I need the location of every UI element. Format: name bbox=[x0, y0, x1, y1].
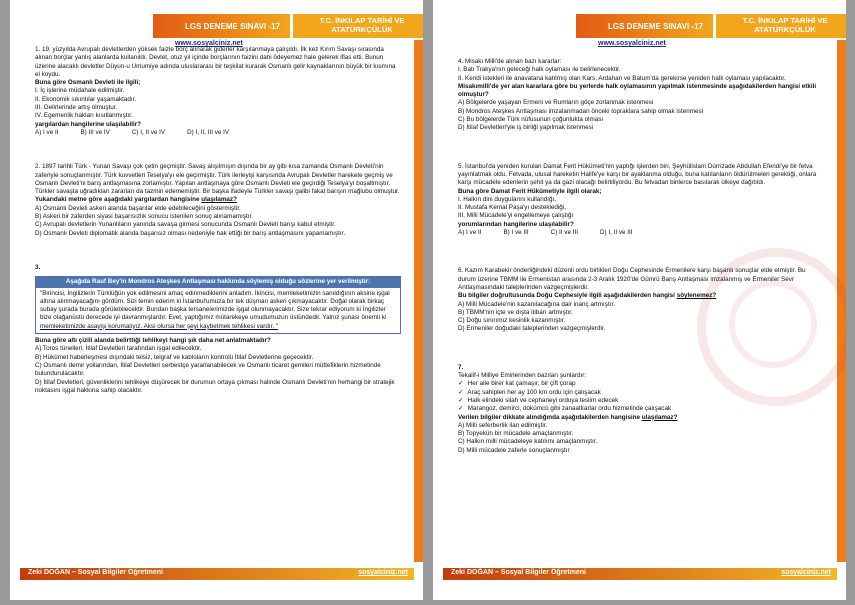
option[interactable]: A) Toros tünelleri, İtilaf Devletleri tarafından işgal edilecektir. bbox=[35, 345, 202, 353]
q5-item: I. Halkın dini duygularını kullandığı, bbox=[458, 195, 557, 203]
option[interactable]: D) I, II, III ve IV bbox=[187, 128, 230, 136]
q7-item-text: Marangoz, demirci, dökümcü gibi zanaatkarlar ordu hizmetinde çalışacak bbox=[467, 405, 672, 413]
q1-item: III. Gelirlerinde artış olmuştur. bbox=[35, 104, 118, 112]
q7-item bbox=[458, 397, 824, 405]
option[interactable]: C) II ve III bbox=[550, 229, 578, 237]
question-5 bbox=[458, 163, 824, 238]
q7-item-text: Halk elindeki silah ve cephaneyi orduya teslim edecek bbox=[467, 396, 619, 404]
side-stripe bbox=[414, 40, 423, 562]
question-6 bbox=[458, 267, 824, 333]
q6-text: 6. Kazım Karabekir önderliğindeki düzenli ordu birlikleri Doğu Cephesinde Ermenilere karşı başarılı sonuçlar elde etmiştir. Bu durum üzerine TBMM ile Ermenistan arasında 2-3 Aralık 1920'de Gümrü Barış Antlaşması imzalanmış ve Ermeniler Sevr Antlaşmasındaki taleplerinden vazgeçmişlerdir. bbox=[458, 267, 806, 291]
option[interactable]: D) İtilaf Devletleri'yle iş birliği yapılmak istenmesi bbox=[458, 124, 594, 132]
q1-item: II. Ekonomik sıkıntılar yaşamaktadır. bbox=[35, 95, 137, 103]
q6-question bbox=[458, 292, 824, 300]
option[interactable]: B) Hükümet haberleşmesi dışındaki telsiz, telgraf ve kabloların kontrolü İtilaf Devletlerine geçecektir. bbox=[35, 353, 314, 361]
q7-item bbox=[458, 405, 824, 413]
check-icon: ✓ bbox=[458, 388, 464, 396]
option[interactable]: C) Halkın milli mücadeleye katılımı amaçlanmıştır. bbox=[458, 438, 598, 446]
footer-author: Zeki DOĞAN – Sosyal Bilgiler Öğretmeni bbox=[451, 569, 586, 576]
option[interactable]: B) I ve III bbox=[503, 229, 529, 237]
option[interactable]: B) TBMM'nin içte ve dışta itibarı artmıştır. bbox=[458, 308, 573, 316]
q2-text: 2. 1897 tarihli Türk - Yunan Savaşı çok çetin geçmiştir. Savaş alışılmışın dışında bir ay gibi kısa zamanda Osmanlı Devleti'nin zaferiyle sonuçlanmıştır. Türk kuvvetleri Teselya'yı ele geçirmiştir. Türk ilerleyişi karşısında Avrupalı Devletler harekete geçmiş ve Osmanlı Devleti'ni barış antlaşmasına zorlamıştır. Yapılan antlaşmaya göre Osmanlı Devleti ele geçirdiği Teselya'yı boşaltmıştır. Türkler savaşta uğradıkları zararları da tazmin edememiştir. Bir başka ifadeyle Türkler savaşı galibi fakat barışın mağlubu olmuştur. bbox=[35, 163, 400, 196]
q7-question-end: ulaşılamaz? bbox=[641, 413, 678, 421]
option[interactable]: C) Osmanlı demir yollarından, İtilaf Devletleri serbestçe yararlanabilecek ve Osmanlı ticaret gemileri müttefiklerin hizmetinde bulundurulacaktır. bbox=[35, 361, 381, 378]
option[interactable]: D) İtilaf Devletleri, güvenliklerini tehlikeye düşürecek bir durumun ortaya çıkması halinde Osmanlı Devleti'nin herhangi bir stratejik noktasını işgal hakkına sahip olacaktır. bbox=[35, 378, 395, 394]
q2-question-start: Yukarıdaki metne göre aşağıdaki yargılardan hangisine bbox=[35, 196, 202, 204]
q5-text: 5. İstanbul'da yeniden kurulan Damat Ferit Hükümeti'nin yaptığı işlerden biri, Şeyhülislam Dürrizade Abdullah Efendi'ye bir fetva yayınlatmak oldu. Fetvada, ulusal hareketin Halife'ye karşı bir ayaklanma olduğu, buna katılanların öldürülmeleri gerektiği, onlara karşı mücadele edenlerin şehit ya da gazi olacağı belirtiliyordu. Bu fetvadan binlerce basılarak ülkeye dağıtıldı. bbox=[458, 162, 817, 187]
quote-box-title: Aşağıda Rauf Bey'in Mondros Ateşkes Antlaşması hakkında söylemiş olduğu sözlerine yer verilmiştir: bbox=[36, 277, 400, 287]
question-2 bbox=[35, 163, 401, 238]
q2-question-end: ulaşılamaz? bbox=[201, 196, 237, 204]
q6-question-end: söylenemez? bbox=[676, 292, 717, 300]
q3-question: Buna göre altı çizili alanda belirttiği tehlikeyi hangi şık daha net anlatmaktadır? bbox=[35, 337, 271, 345]
site-url[interactable]: www.sosyalciniz.net bbox=[175, 40, 243, 47]
q7-question-start: Verilen bilgiler dikkate alındığında aşağıdakilerden hangisine bbox=[458, 413, 642, 421]
option[interactable]: A) Bölgelerde yaşayan Ermeni ve Rumların göçe zorlanmak istenmesi bbox=[458, 99, 654, 107]
q1-item: IV. Egemenlik hakları kısıtlanmıştır. bbox=[35, 112, 133, 120]
option[interactable]: B) Askeri bir zaferden siyasi başarısızlık sonucu istenilen sonuç alınamamıştır. bbox=[35, 213, 254, 221]
option[interactable]: D) I, II ve III bbox=[599, 229, 633, 237]
question-3 bbox=[35, 264, 401, 395]
q5-question: yorumlarından hangilerine ulaşılabilir? bbox=[458, 220, 574, 228]
footer-bar bbox=[20, 568, 414, 580]
option[interactable]: D) Milli mücadele zaferle sonuçlanmıştır bbox=[458, 446, 570, 454]
option[interactable]: D) Ermeniler doğudaki taleplerinden vazgeçmişlerdir. bbox=[458, 325, 606, 333]
q1-stem: Buna göre Osmanlı Devleti ile ilgili; bbox=[35, 79, 141, 87]
option[interactable]: A) I ve II bbox=[458, 229, 482, 237]
option[interactable]: C) Doğu sınırımız kesinlik kazanmıştır. bbox=[458, 317, 566, 325]
option[interactable]: D) Osmanlı Devleti diplomatik alanda başarısız olması nedeniyle hak ettiği bir barış antlaşmasını yapamamıştır. bbox=[35, 229, 346, 237]
option[interactable]: A) Milli seferberlik ilan edilmiştir. bbox=[458, 421, 548, 429]
footer-author: Zeki DOĞAN – Sosyal Bilgiler Öğretmeni bbox=[28, 569, 163, 576]
column-content bbox=[458, 58, 824, 455]
q4-item: I. Batı Trakya'nın geleceği halk oylaması ile belirlenecektir. bbox=[458, 66, 621, 74]
option[interactable]: B) Topyekün bir mücadele amaçlanmıştır. bbox=[458, 430, 574, 438]
q7-item-text: Araç sahipleri her ay 100 km ordu için çalışacak bbox=[467, 388, 601, 396]
q4-text: 4. Misakı Milli'de alınan bazı kararlar: bbox=[458, 58, 562, 65]
q7-item-text: Her aile birer kat çamaşır, bir çift çorap bbox=[467, 380, 576, 388]
option[interactable]: C) I, II ve IV bbox=[131, 128, 166, 136]
q7-intro: Tekalif-i Milliye Emirlerinden bazıları şunlardır: bbox=[458, 372, 587, 380]
option[interactable]: A) Milli Mücadele'nin kazanılacağına dair inanç artmıştır. bbox=[458, 300, 615, 308]
q7-number: 7. bbox=[458, 363, 464, 371]
q5-item: II. Mustafa Kemal Paşa'yı desteklediği, bbox=[458, 204, 566, 212]
subject-title: T.C. İNKILAP TARİHİ VE ATATÜRKÇÜLÜK bbox=[319, 16, 405, 34]
question-1 bbox=[35, 46, 401, 137]
question-7 bbox=[458, 364, 824, 455]
subject-title: T.C. İNKILAP TARİHİ VE ATATÜRKÇÜLÜK bbox=[742, 16, 828, 34]
q4-item: II. Kendi istekleri ile anavatana katılmış olan Kars, Ardahan ve Batum'da gerekirse yeniden halk oylaması yapılacaktır. bbox=[458, 74, 786, 82]
q1-text: 1. 19. yüzyılda Avrupalı devletlerden yüksek faizle borç alınarak giderler karşılanmaya çalışıldı. İlk kez Kırım Savaşı sırasında alınan borçlar yanlış alanlarda kullanıldı. Devlet, otuz yıl içinde borçlarının faizini dahi ödeyemez hale gelerek iflas etti. Bunun üzerine alacaklı devletler Düyun-u Umumiye adında uluslararası bir teşkilat kurarak Osmanlı gelir kaynaklarının büyük bir kısmına el koydu. bbox=[35, 46, 396, 78]
check-icon: ✓ bbox=[458, 380, 464, 388]
footer-site-link[interactable]: sosyalciniz.net bbox=[358, 569, 408, 576]
option[interactable]: A) I ve II bbox=[35, 128, 59, 136]
q5-item: III. Milli Mücadele'yi engellemeye çalıştığı bbox=[458, 212, 574, 220]
q3-number: 3. bbox=[35, 263, 41, 271]
q7-question bbox=[458, 414, 824, 422]
q1-question: yargılardan hangilerine ulaşılabilir? bbox=[35, 120, 142, 128]
site-url[interactable]: www.sosyalciniz.net bbox=[598, 40, 666, 47]
footer-site-link[interactable]: sosyalciniz.net bbox=[781, 569, 831, 576]
footer-bar bbox=[443, 568, 837, 580]
q1-options bbox=[35, 129, 401, 137]
q1-item: I. İç işlerine müdahale edilmiştir. bbox=[35, 87, 125, 95]
option[interactable]: C) Avrupalı devletlerin Yunanlıların yanında savaşa girmesi sonucunda Osmanlı Devleti barışı kabul etmiştir. bbox=[35, 221, 336, 229]
quote-text: "Birincisi, İngilizlerin Türklüğün yok edilmesini amaç edinmediklerini anladım. İkincisi, memleketimizin sanıldığının aksine işgal altına alınmayacağını gördüm. Sizi temin ederim ki İstanbul'umuza bir tek düşman askeri çıkmayacaktır. Doğal olarak birkaç subay şurada burada görülebilecektir. Bundan başka tersanelerimizde işgal olunmayacaktır. Size tekrar ediyorum ki İngilizler bize olağanüstü derecede iyi davranmışlardır. Evet, yaptığımız mütarekeye umudumuzun üstündedir. Yalnız şunası önemli ki bbox=[40, 289, 390, 322]
column-content bbox=[35, 46, 401, 395]
option[interactable]: B) Mondros Ateşkes Antlaşması imzalanmadan önceki topraklara sahip olmak istenmesi bbox=[458, 107, 703, 115]
page-left bbox=[10, 0, 423, 600]
q5-stem: Buna göre Damat Ferit Hükümetiyle ilgili olarak; bbox=[458, 187, 602, 195]
q6-question-start: Bu bilgiler doğrultusunda Doğu Cephesiyle ilgili aşağıdakilerden hangisi bbox=[458, 292, 677, 300]
page-right bbox=[433, 0, 846, 600]
q5-options bbox=[458, 229, 824, 237]
q2-question bbox=[35, 196, 401, 204]
option[interactable]: A) Osmanlı Devleti askeri alanda başarılar elde edebileceğini göstermiştir. bbox=[35, 204, 241, 212]
option[interactable]: B) III ve IV bbox=[80, 128, 110, 136]
question-4 bbox=[458, 58, 824, 133]
q7-item bbox=[458, 389, 824, 397]
check-icon: ✓ bbox=[458, 405, 464, 413]
exam-title: LGS DENEME SINAVI -17 bbox=[608, 22, 703, 31]
check-icon: ✓ bbox=[458, 396, 464, 404]
quote-box bbox=[35, 276, 401, 334]
exam-title: LGS DENEME SINAVI -17 bbox=[185, 22, 280, 31]
option[interactable]: C) Bu bölgelerde Türk nüfusunun çoğunlukta olması bbox=[458, 116, 604, 124]
quote-body bbox=[36, 288, 400, 333]
q4-question: Misakımilli'de yer alan kararlara göre bu yerlerde halk oylamasının yapılmak istenmesinde aşağıdakilerden hangisi etkili olmuştur? bbox=[458, 82, 817, 99]
q7-item bbox=[458, 380, 824, 388]
quote-underlined: memleketimizde asayişi korumalıyız. Aksi olursa her şeyi kaybetmek tehlikesi vardır. " bbox=[40, 322, 279, 330]
